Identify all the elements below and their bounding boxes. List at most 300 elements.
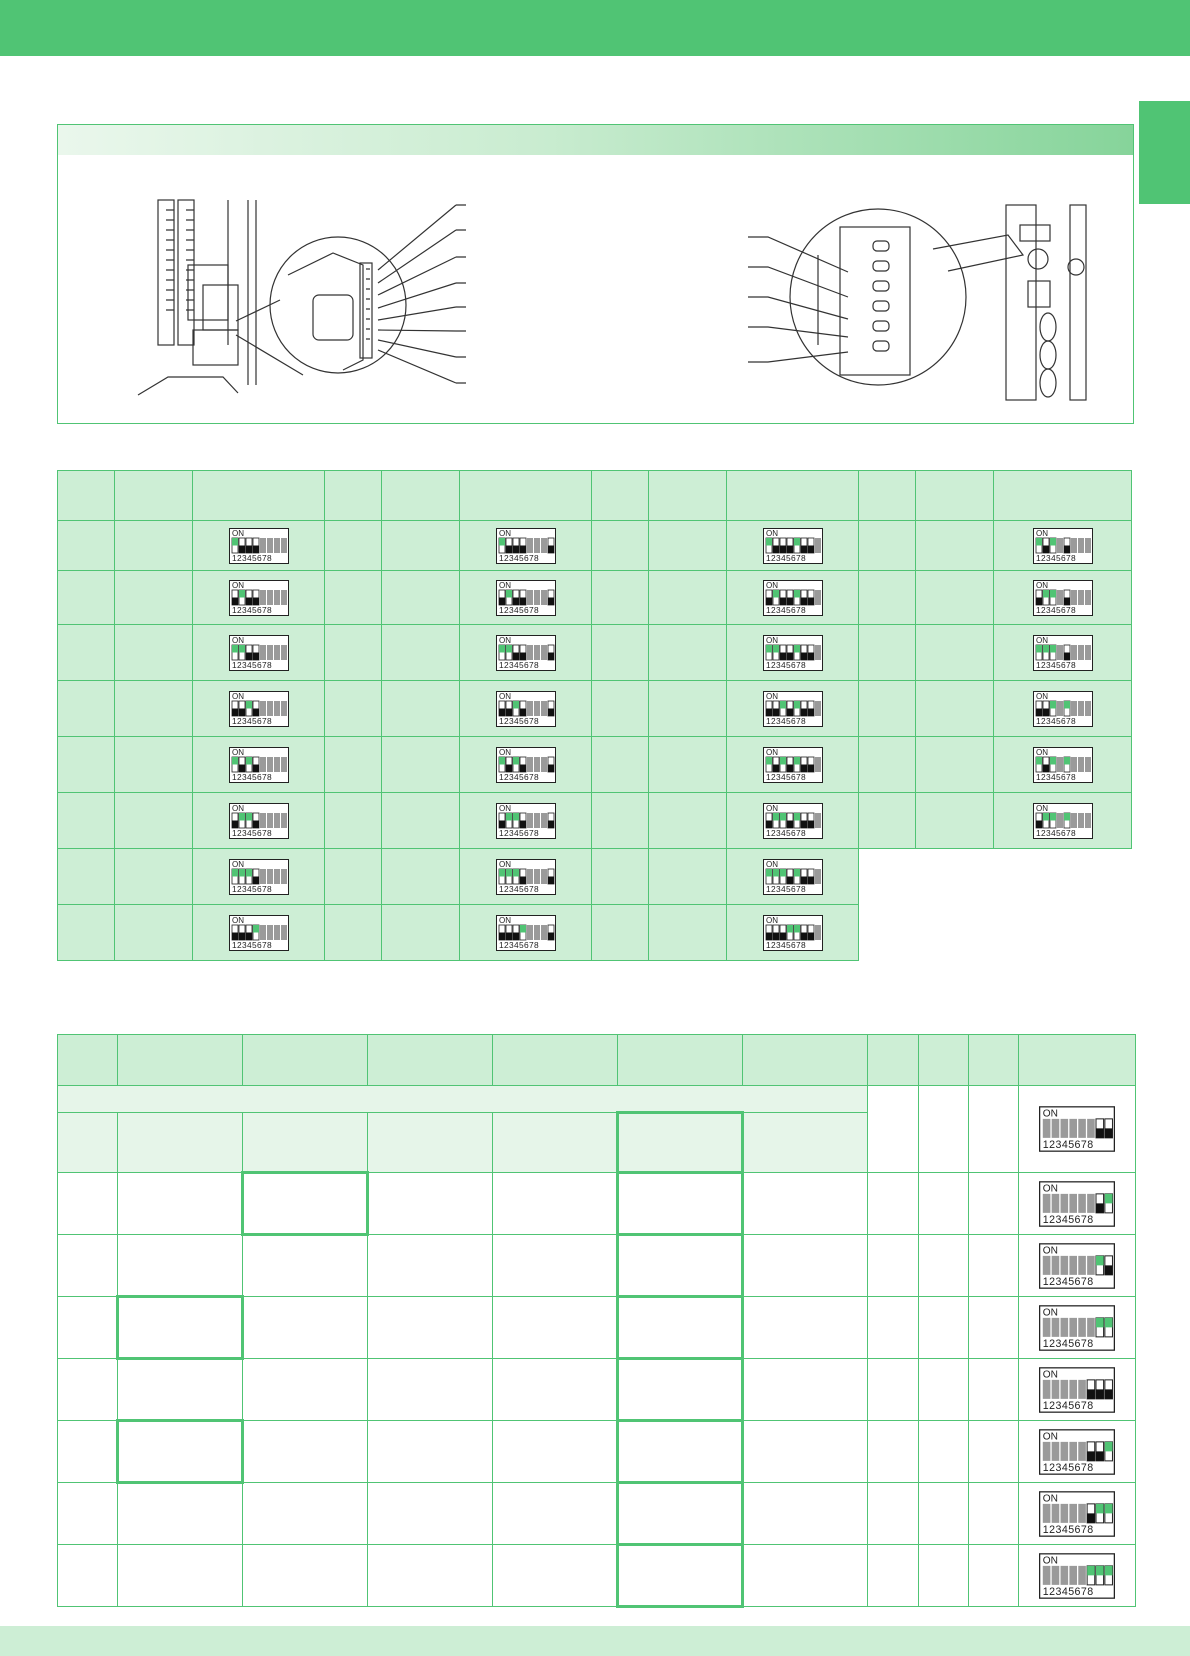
- dip-switch-8: [281, 590, 287, 605]
- dip-switch-5: [794, 813, 800, 828]
- label-cell: [859, 737, 916, 793]
- dip-switch-3: [780, 813, 786, 828]
- value-cell: [868, 1483, 919, 1545]
- dip-cell: [193, 681, 325, 737]
- dip-switch-1: [1036, 701, 1042, 716]
- header-cell: [118, 1035, 243, 1086]
- dip-switch-5: [260, 869, 266, 884]
- dip-switch-2: [239, 813, 245, 828]
- header-cell: [743, 1035, 868, 1086]
- value-cell: [382, 793, 460, 849]
- dip-cell: [727, 625, 859, 681]
- dip-switch-8: [548, 757, 554, 772]
- dip-switch-2: [1043, 757, 1049, 772]
- dip-switch-6: [267, 869, 273, 884]
- dip-number-labels: 12345678: [1042, 1213, 1094, 1226]
- dip-switch-8: [815, 869, 821, 884]
- dip-switch-4: [253, 701, 259, 716]
- dip-switch-5: [260, 757, 266, 772]
- dip-switch-4: [520, 813, 526, 828]
- dip-number-labels: 12345678: [765, 659, 806, 670]
- dip-switch-4: [1069, 1317, 1077, 1336]
- subheader-cell: [58, 1113, 118, 1173]
- value-cell: [243, 1359, 368, 1421]
- label-cell: [58, 571, 115, 625]
- dip-switch-6: [534, 538, 540, 553]
- dip-number-labels: 12345678: [1035, 604, 1076, 615]
- dip-switch-6: [534, 869, 540, 884]
- dip-switch-8: [548, 925, 554, 940]
- dip-switch-4: [787, 925, 793, 940]
- dip-switch-5: [260, 645, 266, 660]
- table-row: [58, 1421, 1136, 1483]
- dip-switch-icon: [763, 580, 823, 616]
- dip-on-label: ON: [765, 635, 778, 645]
- dip-number-labels: 12345678: [498, 715, 539, 726]
- dip-switch-8: [281, 813, 287, 828]
- dip-cell: [460, 521, 592, 571]
- header-cell: [859, 471, 916, 521]
- value-cell: [743, 1545, 868, 1607]
- dip-switch-7: [808, 813, 814, 828]
- dip-on-label: ON: [1035, 747, 1048, 757]
- dip-switch-2: [1052, 1255, 1060, 1274]
- dip-switch-icon: [1033, 803, 1093, 839]
- value-cell: [969, 1297, 1019, 1359]
- dip-switch-1: [1043, 1503, 1051, 1522]
- table-row: [58, 1297, 1136, 1359]
- dip-switch-4: [787, 701, 793, 716]
- dip-switch-3: [780, 869, 786, 884]
- dip-cell: [460, 793, 592, 849]
- value-cell: [916, 793, 994, 849]
- dip-on-label: ON: [498, 859, 511, 869]
- subheader-cell: [118, 1113, 243, 1173]
- empty-cell: [994, 849, 1132, 905]
- dip-switch-4: [787, 590, 793, 605]
- dip-on-label: ON: [1042, 1368, 1058, 1380]
- label-cell: [859, 571, 916, 625]
- dip-switch-3: [246, 925, 252, 940]
- label-cell: [325, 737, 382, 793]
- dip-switch-6: [801, 869, 807, 884]
- dip-switch-5: [794, 645, 800, 660]
- dip-switch-8: [815, 813, 821, 828]
- dip-switch-4: [787, 869, 793, 884]
- subheader-cell: [243, 1113, 368, 1173]
- value-cell: [368, 1297, 493, 1359]
- label-cell: [859, 625, 916, 681]
- dip-on-label: ON: [1042, 1108, 1058, 1120]
- dip-number-labels: 12345678: [498, 939, 539, 950]
- dip-switch-icon: [229, 580, 289, 616]
- value-cell: [382, 625, 460, 681]
- value-cell: [58, 1421, 118, 1483]
- label-cell: [58, 681, 115, 737]
- dip-switch-2: [1052, 1379, 1060, 1398]
- dip-cell: [193, 793, 325, 849]
- empty-cell: [859, 849, 916, 905]
- dip-cell: [193, 737, 325, 793]
- dip-switch-4: [520, 645, 526, 660]
- dip-on-label: ON: [498, 580, 511, 590]
- dip-switch-5: [527, 701, 533, 716]
- dip-cell: [1019, 1421, 1136, 1483]
- value-cell: [618, 1173, 743, 1235]
- dip-switch-icon: [1039, 1553, 1115, 1599]
- dip-switch-7: [274, 645, 280, 660]
- dip-switch-4: [253, 590, 259, 605]
- label-cell: [325, 905, 382, 961]
- table-header-row: [58, 471, 1132, 521]
- dip-switch-2: [239, 538, 245, 553]
- dip-on-label: ON: [1042, 1554, 1058, 1566]
- dip-switch-4: [1057, 813, 1063, 828]
- value-cell: [382, 521, 460, 571]
- dip-number-labels: 12345678: [498, 883, 539, 894]
- dip-cell: [727, 571, 859, 625]
- dip-switch-6: [267, 925, 273, 940]
- header-cell: [727, 471, 859, 521]
- dip-on-label: ON: [1035, 635, 1048, 645]
- value-cell: [493, 1483, 618, 1545]
- dip-switch-8: [1105, 1379, 1113, 1398]
- dip-switch-4: [787, 538, 793, 553]
- dip-switch-icon: [763, 803, 823, 839]
- dip-number-labels: 12345678: [231, 659, 272, 670]
- value-cell: [743, 1235, 868, 1297]
- dip-number-labels: 12345678: [765, 771, 806, 782]
- dip-number-labels: 12345678: [1042, 1337, 1094, 1350]
- dip-on-label: ON: [231, 635, 244, 645]
- dip-switch-4: [253, 538, 259, 553]
- dip-switch-5: [1078, 1255, 1086, 1274]
- dip-switch-4: [1069, 1441, 1077, 1460]
- dip-switch-1: [499, 925, 505, 940]
- band-cell: [58, 1086, 868, 1113]
- dip-cell: [727, 849, 859, 905]
- header-cell: [382, 471, 460, 521]
- dip-switch-icon: [229, 691, 289, 727]
- dip-switch-4: [787, 813, 793, 828]
- dip-switch-1: [499, 757, 505, 772]
- footer-bar: [0, 1626, 1190, 1656]
- value-cell: [868, 1359, 919, 1421]
- dip-switch-7: [808, 757, 814, 772]
- dip-switch-2: [506, 645, 512, 660]
- dip-switch-8: [1105, 1565, 1113, 1584]
- dip-switch-7: [1096, 1379, 1104, 1398]
- dip-switch-1: [766, 925, 772, 940]
- value-cell: [618, 1235, 743, 1297]
- dip-switch-6: [801, 757, 807, 772]
- dip-on-label: ON: [498, 691, 511, 701]
- value-cell: [649, 571, 727, 625]
- value-cell: [916, 571, 994, 625]
- dip-switch-8: [1085, 645, 1091, 660]
- dip-cell: [193, 521, 325, 571]
- dip-switch-icon: [763, 528, 823, 564]
- value-cell: [243, 1545, 368, 1607]
- dip-switch-3: [1050, 645, 1056, 660]
- dip-number-labels: 12345678: [231, 552, 272, 563]
- dip-switch-7: [1078, 757, 1084, 772]
- empty-cell: [994, 905, 1132, 961]
- dip-switch-1: [499, 590, 505, 605]
- dip-switch-1: [232, 925, 238, 940]
- subheader-cell: [493, 1113, 618, 1173]
- label-cell: [58, 849, 115, 905]
- value-cell: [618, 1359, 743, 1421]
- value-cell: [368, 1359, 493, 1421]
- value-cell: [115, 571, 193, 625]
- dip-switch-6: [1087, 1119, 1095, 1138]
- value-cell: [382, 571, 460, 625]
- dip-number-labels: 12345678: [231, 715, 272, 726]
- dip-switch-2: [506, 590, 512, 605]
- dip-cell: [994, 625, 1132, 681]
- dip-switch-1: [1043, 1379, 1051, 1398]
- dip-switch-2: [1043, 813, 1049, 828]
- dip-switch-1: [1036, 538, 1042, 553]
- dip-switch-5: [527, 757, 533, 772]
- value-cell: [919, 1297, 969, 1359]
- value-cell: [493, 1421, 618, 1483]
- dip-switch-7: [541, 813, 547, 828]
- dip-switch-6: [534, 645, 540, 660]
- dip-switch-1: [1043, 1317, 1051, 1336]
- empty-cell: [916, 849, 994, 905]
- dip-switch-1: [232, 538, 238, 553]
- dip-switch-1: [1036, 590, 1042, 605]
- empty-cell: [916, 905, 994, 961]
- dip-switch-3: [1061, 1503, 1069, 1522]
- dip-on-label: ON: [231, 691, 244, 701]
- dip-switch-4: [1069, 1565, 1077, 1584]
- value-cell: [493, 1545, 618, 1607]
- dip-switch-table-1: [57, 470, 1132, 961]
- dip-switch-3: [513, 813, 519, 828]
- header-cell: [916, 471, 994, 521]
- dip-cell: [1019, 1173, 1136, 1235]
- value-cell: [649, 625, 727, 681]
- dip-switch-1: [232, 869, 238, 884]
- dip-switch-5: [260, 813, 266, 828]
- value-cell: [118, 1235, 243, 1297]
- dip-switch-6: [267, 538, 273, 553]
- dip-switch-icon: [229, 803, 289, 839]
- dip-on-label: ON: [1042, 1492, 1058, 1504]
- subheader-cell: [743, 1113, 868, 1173]
- dip-on-label: ON: [498, 528, 511, 538]
- dip-switch-8: [1085, 590, 1091, 605]
- dip-switch-5: [260, 925, 266, 940]
- dip-on-label: ON: [765, 859, 778, 869]
- dip-on-label: ON: [1042, 1244, 1058, 1256]
- value-cell: [368, 1421, 493, 1483]
- label-cell: [592, 681, 649, 737]
- value-cell: [382, 849, 460, 905]
- dip-number-labels: 12345678: [765, 715, 806, 726]
- dip-switch-3: [246, 813, 252, 828]
- dip-switch-6: [1087, 1565, 1095, 1584]
- dip-switch-7: [541, 590, 547, 605]
- dip-switch-7: [541, 645, 547, 660]
- value-cell: [368, 1545, 493, 1607]
- dip-switch-7: [541, 925, 547, 940]
- label-cell: [58, 737, 115, 793]
- dip-switch-1: [766, 869, 772, 884]
- dip-switch-2: [239, 925, 245, 940]
- dip-switch-5: [527, 645, 533, 660]
- dip-switch-2: [773, 538, 779, 553]
- dip-switch-7: [808, 925, 814, 940]
- dip-switch-5: [794, 701, 800, 716]
- header-cell: [618, 1035, 743, 1086]
- dip-switch-3: [1050, 757, 1056, 772]
- dip-on-label: ON: [231, 747, 244, 757]
- dip-switch-7: [808, 590, 814, 605]
- dip-switch-7: [274, 757, 280, 772]
- dip-switch-1: [1043, 1565, 1051, 1584]
- dip-switch-7: [1078, 813, 1084, 828]
- dip-switch-6: [1087, 1441, 1095, 1460]
- value-cell: [243, 1297, 368, 1359]
- value-cell: [493, 1297, 618, 1359]
- dip-switch-4: [520, 925, 526, 940]
- dip-switch-icon: [1033, 635, 1093, 671]
- table-row: [58, 1235, 1136, 1297]
- dip-switch-4: [1057, 701, 1063, 716]
- dip-switch-7: [541, 538, 547, 553]
- dip-switch-4: [1057, 645, 1063, 660]
- dip-switch-3: [1061, 1565, 1069, 1584]
- value-cell: [243, 1421, 368, 1483]
- dip-cell: [994, 521, 1132, 571]
- value-cell: [618, 1421, 743, 1483]
- dip-switch-3: [1050, 701, 1056, 716]
- dip-switch-icon: [763, 635, 823, 671]
- dip-number-labels: 12345678: [231, 827, 272, 838]
- dip-switch-8: [815, 757, 821, 772]
- label-cell: [592, 571, 649, 625]
- dip-switch-8: [815, 645, 821, 660]
- dip-cell: [1019, 1297, 1136, 1359]
- dip-switch-2: [1052, 1317, 1060, 1336]
- dip-switch-7: [1096, 1193, 1104, 1212]
- dip-switch-3: [780, 645, 786, 660]
- dip-switch-1: [232, 757, 238, 772]
- dip-switch-6: [267, 757, 273, 772]
- header-cell: [58, 1035, 118, 1086]
- dip-switch-6: [267, 645, 273, 660]
- dip-switch-6: [1071, 757, 1077, 772]
- value-cell: [58, 1235, 118, 1297]
- dip-switch-3: [246, 701, 252, 716]
- dip-switch-6: [801, 538, 807, 553]
- label-cell: [859, 521, 916, 571]
- dip-switch-1: [1043, 1441, 1051, 1460]
- dip-switch-5: [1064, 813, 1070, 828]
- value-cell: [58, 1483, 118, 1545]
- dip-number-labels: 12345678: [498, 552, 539, 563]
- dip-switch-6: [1071, 645, 1077, 660]
- value-cell: [919, 1086, 969, 1173]
- value-cell: [368, 1173, 493, 1235]
- dip-on-label: ON: [1042, 1306, 1058, 1318]
- dip-switch-4: [253, 925, 259, 940]
- dip-switch-7: [274, 813, 280, 828]
- label-cell: [325, 793, 382, 849]
- dip-switch-8: [281, 538, 287, 553]
- value-cell: [919, 1545, 969, 1607]
- dip-switch-4: [1057, 590, 1063, 605]
- dip-switch-icon: [496, 915, 556, 951]
- dip-number-labels: 12345678: [231, 939, 272, 950]
- value-cell: [115, 793, 193, 849]
- dip-switch-3: [1061, 1193, 1069, 1212]
- dip-switch-1: [1043, 1255, 1051, 1274]
- dip-on-label: ON: [765, 528, 778, 538]
- value-cell: [969, 1359, 1019, 1421]
- value-cell: [58, 1297, 118, 1359]
- dip-switch-7: [1096, 1119, 1104, 1138]
- dip-number-labels: 12345678: [765, 883, 806, 894]
- dip-switch-4: [787, 645, 793, 660]
- dip-switch-8: [1085, 813, 1091, 828]
- value-cell: [919, 1173, 969, 1235]
- dip-switch-6: [1087, 1193, 1095, 1212]
- dip-switch-6: [1087, 1255, 1095, 1274]
- dip-switch-7: [1096, 1441, 1104, 1460]
- label-cell: [325, 625, 382, 681]
- dip-switch-8: [548, 645, 554, 660]
- value-cell: [868, 1545, 919, 1607]
- dip-number-labels: 12345678: [765, 939, 806, 950]
- dip-switch-5: [1078, 1119, 1086, 1138]
- dip-switch-4: [520, 538, 526, 553]
- dip-switch-2: [1043, 645, 1049, 660]
- dip-switch-2: [773, 869, 779, 884]
- value-cell: [916, 625, 994, 681]
- header-cell: [994, 471, 1132, 521]
- value-cell: [118, 1483, 243, 1545]
- dip-switch-1: [499, 701, 505, 716]
- label-cell: [592, 625, 649, 681]
- dip-switch-8: [1105, 1193, 1113, 1212]
- dip-cell: [994, 681, 1132, 737]
- dip-switch-7: [808, 645, 814, 660]
- dip-cell: [1019, 1545, 1136, 1607]
- value-cell: [969, 1545, 1019, 1607]
- dip-cell: [193, 571, 325, 625]
- value-cell: [919, 1421, 969, 1483]
- value-cell: [743, 1173, 868, 1235]
- dip-switch-2: [506, 757, 512, 772]
- dip-number-labels: 12345678: [765, 552, 806, 563]
- dip-switch-7: [541, 757, 547, 772]
- dip-number-labels: 12345678: [1035, 659, 1076, 670]
- dip-switch-7: [274, 869, 280, 884]
- dip-on-label: ON: [498, 915, 511, 925]
- subheader-cell: [368, 1113, 493, 1173]
- dip-cell: [994, 793, 1132, 849]
- dip-switch-4: [1069, 1119, 1077, 1138]
- dip-on-label: ON: [498, 803, 511, 813]
- value-cell: [969, 1235, 1019, 1297]
- dip-cell: [1019, 1235, 1136, 1297]
- dip-switch-5: [1078, 1317, 1086, 1336]
